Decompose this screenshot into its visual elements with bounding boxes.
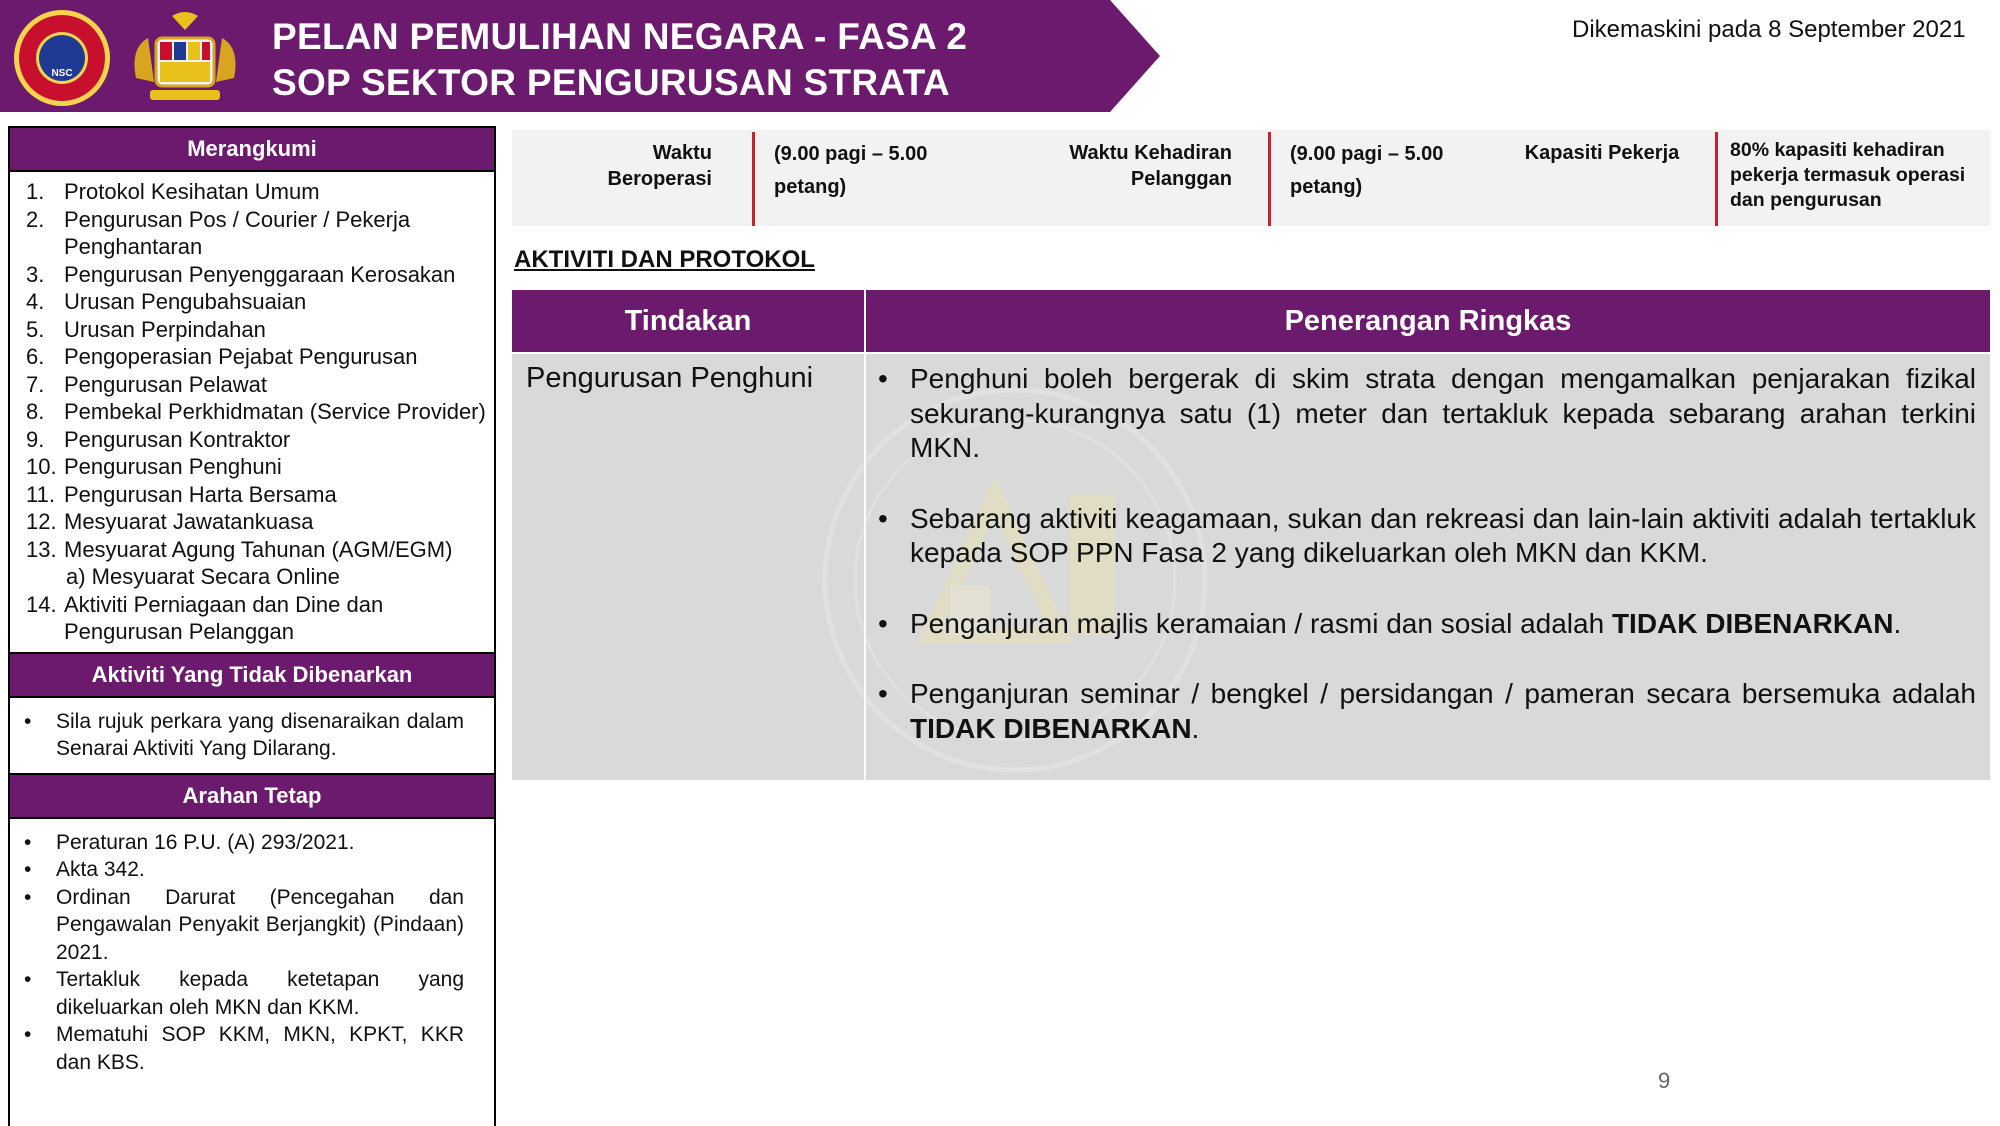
list-item: 4. Urusan Pengubahsuaian <box>26 289 307 314</box>
nsc-logo <box>14 10 110 106</box>
directive-heading: Arahan Tetap <box>10 773 494 819</box>
action-cell <box>512 354 864 780</box>
summary-heading: Merangkumi <box>10 128 494 172</box>
divider <box>1715 132 1718 226</box>
page-number: 9 <box>1658 1068 1671 1093</box>
operating-info-table <box>512 130 1990 226</box>
title-line-1: PELAN PEMULIHAN NEGARA - FASA 2 <box>272 16 968 57</box>
list-item: • Mematuhi SOP KKM, MKN, KPKT, KKR dan KBS. <box>24 1023 464 1074</box>
list-item: 6. Pengoperasian Pejabat Pengurusan <box>26 344 418 369</box>
list-item: 12. Mesyuarat Jawatankuasa <box>26 509 314 534</box>
list-item: 3. Pengurusan Penyenggaraan Kerosakan <box>26 261 456 287</box>
list-item: • Tertakluk kepada ketetapan yang dikeluarkan oleh MKN dan KKM. <box>24 968 464 1019</box>
updated-date: Dikemaskini pada 8 September 2021 <box>1572 16 1966 43</box>
list-item: 11. Pengurusan Harta Bersama <box>26 481 337 507</box>
column-header-action: Tindakan <box>512 290 864 352</box>
list-item: 8. Pembekal Perkhidmatan (Service Provider) <box>26 399 486 424</box>
list-item: 9. Pengurusan Kontraktor <box>26 426 291 452</box>
list-item: 1. Protokol Kesihatan Umum <box>26 179 320 204</box>
column-header-description: Penerangan Ringkas <box>866 290 1990 352</box>
section-title: AKTIVITI DAN PROTOKOL <box>514 246 815 273</box>
summary-list <box>10 172 494 652</box>
op-hours-value: (9.00 pagi – 5.00 petang) <box>774 143 928 198</box>
action-label: Pengurusan Penghuni <box>526 362 814 394</box>
list-item: • Sebarang aktiviti keagamaan, sukan dan rekreasi dan lain-lain aktiviti adalah tertakluk kepada SOP PPN Fasa 2 yang dikeluarkan oleh MKN dan KKM. <box>878 502 1976 568</box>
list-item: • Peraturan 16 P.U. (A) 293/2021. <box>24 830 355 854</box>
capacity-label: Kapasiti Pekerja <box>1524 142 1680 164</box>
list-item: 5. Urusan Perpindahan <box>26 316 266 342</box>
list-sub-item: a) Mesyuarat Secara Online <box>66 564 340 589</box>
list-item: • Sila rujuk perkara yang disenaraikan dalam Senarai Aktiviti Yang Dilarang. <box>24 709 464 760</box>
page-title <box>272 14 967 106</box>
list-item: • Penghuni boleh bergerak di skim strata dengan mengamalkan penjarakan fizikal sekurang-kurangnya satu (1) meter dan tertakluk kepada sebarang arahan terkini MKN. <box>878 363 1976 463</box>
prohibited-list <box>10 698 494 773</box>
divider <box>1268 132 1271 226</box>
divider <box>752 132 755 226</box>
list-item: 7. Pengurusan Pelawat <box>26 371 268 397</box>
customer-hours-label: Waktu Kehadiran Pelanggan <box>1069 142 1232 190</box>
sidebar <box>8 126 496 1126</box>
list-item: • Penganjuran seminar / bengkel / persidangan / pameran secara bersemuka adalah TIDAK DIBENARKAN. <box>878 678 1976 744</box>
description-list <box>878 362 1976 782</box>
list-item: • Ordinan Darurat (Pencegahan dan Pengawalan Penyakit Berjangkit) (Pindaan) 2021. <box>24 885 464 964</box>
list-item: 2. Pengurusan Pos / Courier / Pekerja Penghantaran <box>26 206 411 259</box>
list-item: • Penganjuran majlis keramaian / rasmi dan sosial adalah TIDAK DIBENARKAN. <box>878 607 1902 639</box>
list-item: 14. Aktiviti Perniagaan dan Dine dan Pengurusan Pelanggan <box>26 591 384 644</box>
list-item: 10. Pengurusan Penghuni <box>26 454 282 479</box>
list-item: • Akta 342. <box>24 858 145 881</box>
capacity-value: 80% kapasiti kehadiran pekerja termasuk operasi dan pengurusan <box>1730 139 1966 211</box>
nsc-logo-text: NSC <box>51 68 73 79</box>
prohibited-heading: Aktiviti Yang Tidak Dibenarkan <box>10 652 494 698</box>
coat-of-arms-logo <box>126 8 244 106</box>
directive-list <box>10 819 494 1087</box>
list-item: 13. Mesyuarat Agung Tahunan (AGM/EGM) <box>26 536 453 562</box>
customer-hours-value: (9.00 pagi – 5.00 petang) <box>1290 143 1444 198</box>
title-line-2: SOP SEKTOR PENGURUSAN STRATA <box>272 62 950 103</box>
op-hours-label: Waktu Beroperasi <box>607 142 712 190</box>
